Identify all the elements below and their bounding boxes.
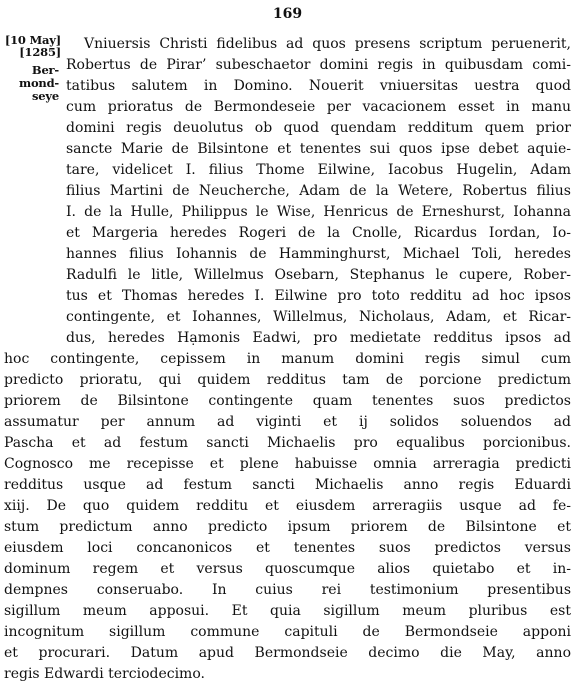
- text-line: et procurari. Datum apud Bermondseie decimo die May, anno: [4, 645, 571, 661]
- text-line: dominum regem et versus quoscumque alios quietabo et in-: [4, 561, 571, 577]
- text-line: redditus usque ad festum sancti Michaelis anno regis Eduardi: [4, 477, 571, 493]
- margin-place-line: seye: [32, 89, 59, 103]
- text-line: tatibus salutem in Domino. Nouerit vniuersitas uestra quod: [66, 78, 571, 94]
- text-line: assumatur per annum ad viginti et ij solidos soluendos ad: [4, 414, 571, 430]
- text-line: xiij. De quo quidem redditu et eiusdem arreragiis usque ad fe-: [4, 498, 571, 514]
- text-line: tus et Thomas heredes I. Eilwine pro toto redditu ad hoc ipsos: [66, 288, 571, 304]
- text-line: incognitum sigillum commune capituli de Bermondseie apponi: [4, 624, 571, 640]
- margin-place-line: Ber-: [31, 63, 59, 77]
- text-line: dempnes conseruabo. In cuius rei testimonium presentibus: [4, 582, 571, 598]
- text-line: cum prioratus de Bermondeseie per vacacionem esset in manu: [66, 99, 571, 115]
- text-line: sigillum meum apposui. Et quia sigillum meum pluribus est: [4, 603, 571, 619]
- text-line: eiusdem loci concanonicos et tenentes suos predictos versus: [4, 540, 571, 556]
- text-line: predicto prioratu, qui quidem redditus tam de porcione predictum: [4, 372, 571, 388]
- charter-text-full: [4, 349, 571, 685]
- text-line: filius Martini de Neucherche, Adam de la Wetere, Robertus filius: [66, 183, 571, 199]
- margin-year: [1285]: [19, 45, 61, 59]
- text-line: contingente, et Iohannes, Willelmus, Nicholaus, Adam, et Ricar-: [66, 309, 571, 325]
- text-line: domini regis deuolutus ob quod quendam redditum quem prior: [66, 120, 571, 136]
- text-line: stum predictum anno predicto ipsum priorem de Bilsintone et: [4, 519, 571, 535]
- text-line: dus, heredes Hạmonis Eadwi, pro medietate redditus ipsos ad: [66, 330, 571, 346]
- text-line: I. de la Hulle, Philippus le Wise, Henricus de Erneshurst, Iohanna: [66, 204, 571, 220]
- text-line: et Margeria heredes Rogeri de la Cnolle, Ricardus Iordan, Io-: [66, 225, 571, 241]
- text-line: Cognosco me recepisse et plene habuisse omnia arreragia predicti: [4, 456, 571, 472]
- text-line: regis Edwardi terciodecimo.: [4, 666, 205, 682]
- charter-text-indented: [66, 34, 571, 349]
- page-number: 169: [272, 6, 303, 22]
- text-line: Radulfi le litle, Willelmus Osebarn, Stephanus le cupere, Rober-: [66, 267, 571, 283]
- text-line: Robertus de Pirar’ subeschaetor domini regis in quibusdam comi-: [66, 57, 571, 73]
- text-line: Vniuersis Christi fidelibus ad quos presens scriptum peruenerit,: [84, 36, 571, 52]
- text-line: tare, videlicet I. filius Thome Eilwine, Iacobus Hugelin, Adam: [66, 162, 571, 178]
- text-line: hannes filius Iohannis de Hamminghurst, Michael Toli, heredes: [66, 246, 571, 262]
- text-line: sancte Marie de Bilsintone et tenentes sui quos ipse debet aquie-: [66, 141, 571, 157]
- text-line: hoc contingente, cepissem in manum domini regis simul cum: [4, 351, 571, 367]
- margin-place-line: mond-: [18, 76, 59, 90]
- text-line: Pascha et ad festum sancti Michaelis pro equalibus porcionibus.: [4, 435, 571, 451]
- text-line: priorem de Bilsintone contingente quam tenentes suos predictos: [4, 393, 571, 409]
- margin-date: [10 May]: [4, 33, 61, 47]
